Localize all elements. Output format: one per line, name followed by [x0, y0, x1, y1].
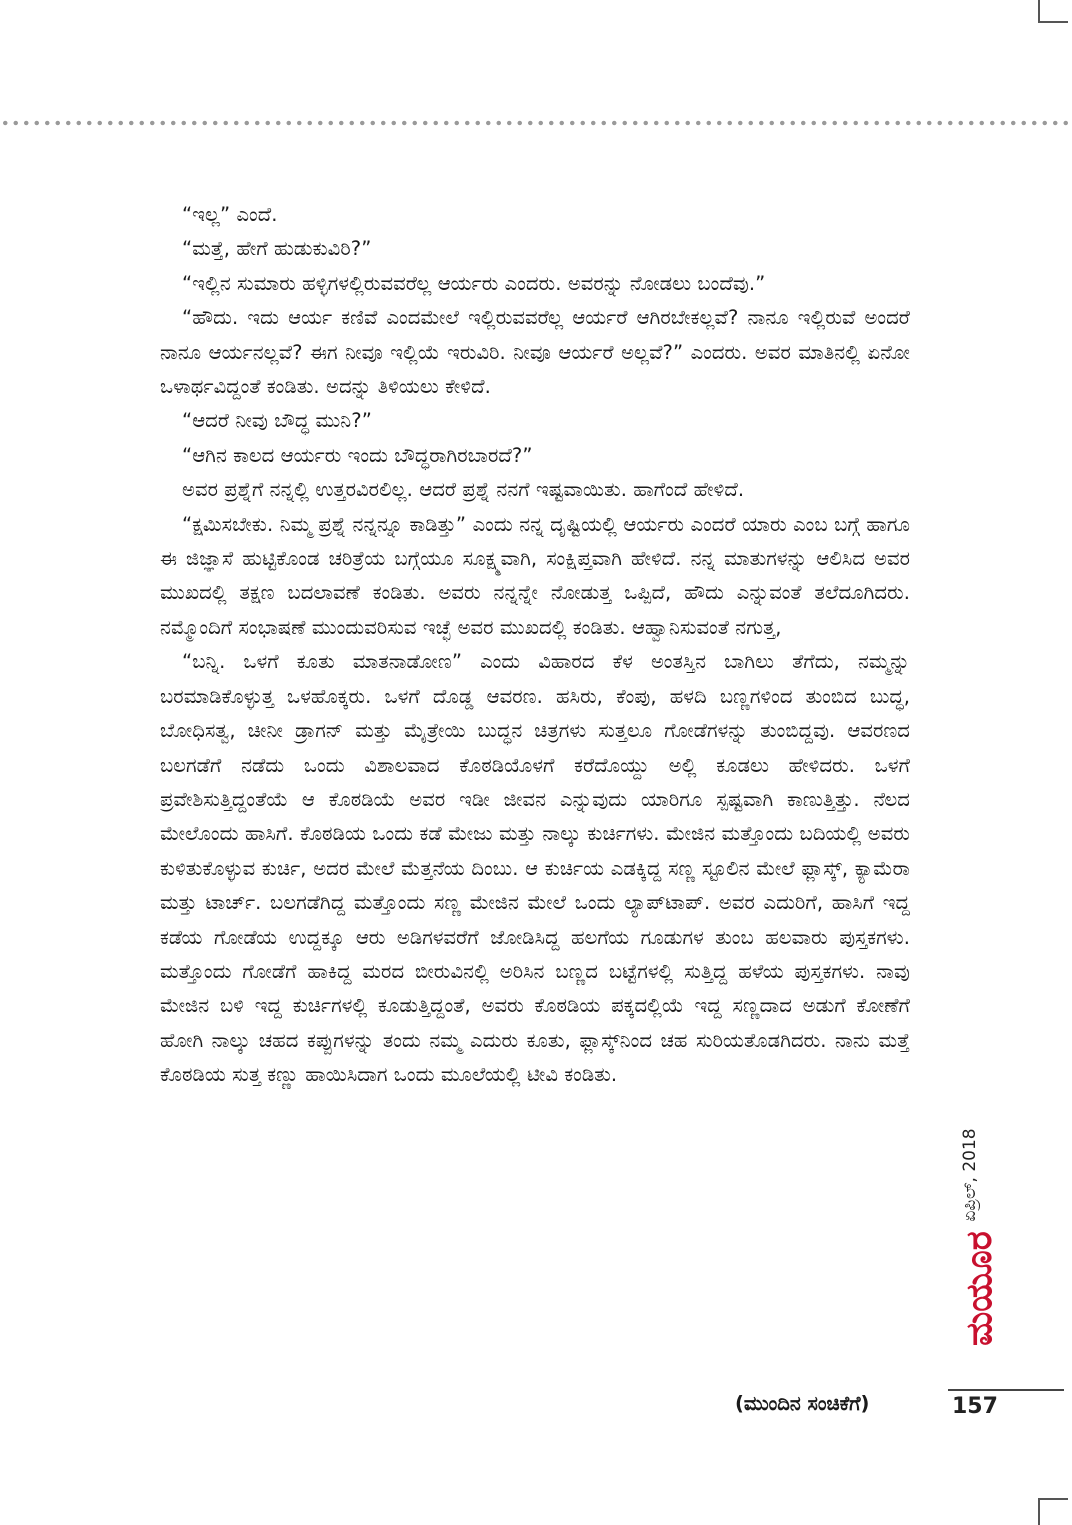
article-paragraph: ಅವರ ಪ್ರಶ್ನೆಗೆ ನನ್ನಲ್ಲಿ ಉತ್ತರವಿರಲಿಲ್ಲ. ಆದರೆ ಪ್ರಶ್ನೆ ನನಗೆ ಇಷ್ಟವಾಯಿತು. ಹಾಗೆಂದೆ ಹೇಳಿದೆ. [182, 478, 745, 502]
article-paragraph: “ಮತ್ತೆ, ಹೇಗೆ ಹುಡುಕುವಿರಿ?” [182, 237, 372, 261]
article-paragraph: “ಇಲ್ಲಿನ ಸುಮಾರು ಹಳ್ಳಿಗಳಲ್ಲಿರುವವರೆಲ್ಲ ಆರ್ಯರು ಎಂದರು. ಅವರನ್ನು ನೋಡಲು ಬಂದೆವು.” [182, 271, 766, 295]
folio-rule [948, 1389, 1064, 1391]
article-paragraph: “ಇಲ್ಲ” ಎಂದೆ. [182, 203, 278, 226]
magazine-name: ಮಯೂರ [959, 1231, 1000, 1346]
page-number: 157 [952, 1394, 998, 1419]
crop-mark-top-right-horizontal [1038, 21, 1068, 23]
crop-mark-top-right-vertical [1038, 0, 1040, 22]
crop-mark-bottom-right-horizontal [1038, 1498, 1068, 1500]
article-paragraph: “ಹೌದು. ಇದು ಆರ್ಯ ಕಣಿವೆ ಎಂದಮೇಲೆ ಇಲ್ಲಿರುವವರೆಲ್ಲ ಆರ್ಯರೆ ಆಗಿರಬೇಕಲ್ಲವೆ? ನಾನೂ ಇಲ್ಲಿರುವೆ ಅಂದರೆ ನಾನೂ ಆರ್ಯನಲ್ಲವೆ? ಈಗ ನೀವೂ ಇಲ್ಲಿಯೆ ಇರುವಿರಿ. ನೀವೂ ಆರ್ಯರೆ ಅಲ್ಲವೆ?” ಎಂದರು. ಅವರ ಮಾತಿನಲ್ಲಿ ಏನೋ ಒಳಾರ್ಥವಿದ್ದಂತೆ ಕಂಡಿತು. ಅದನ್ನು ತಿಳಿಯಲು ಕೇಳಿದೆ. [160, 306, 910, 399]
article-paragraph: “ಕ್ಷಮಿಸಬೇಕು. ನಿಮ್ಮ ಪ್ರಶ್ನೆ ನನ್ನನ್ನೂ ಕಾಡಿತ್ತು” ಎಂದು ನನ್ನ ದೃಷ್ಟಿಯಲ್ಲಿ ಆರ್ಯರು ಎಂದರೆ ಯಾರು ಎಂಬ ಬಗ್ಗೆ ಹಾಗೂ ಈ ಜಿಜ್ಞಾಸೆ ಹುಟ್ಟಿಕೊಂಡ ಚರಿತ್ರೆಯ ಬಗ್ಗೆಯೂ ಸೂಕ್ಷ್ಮವಾಗಿ, ಸಂಕ್ಷಿಪ್ತವಾಗಿ ಹೇಳಿದೆ. ನನ್ನ ಮಾತುಗಳನ್ನು ಆಲಿಸಿದ ಅವರ ಮುಖದಲ್ಲಿ ತಕ್ಷಣ ಬದಲಾವಣೆ ಕಂಡಿತು. ಅವರು ನನ್ನನ್ನೇ ನೋಡುತ್ತ ಒಪ್ಪಿದೆ, ಹೌದು ಎನ್ನುವಂತೆ ತಲೆದೂಗಿದರು. ನಮ್ಮೊಂದಿಗೆ ಸಂಭಾಷಣೆ ಮುಂದುವರಿಸುವ ಇಚ್ಛೆ ಅವರ ಮುಖದಲ್ಲಿ ಕಂಡಿತು. ಆಹ್ವಾನಿಸುವಂತೆ ನಗುತ್ತ, [160, 512, 910, 639]
article-paragraph: “ಆಗಿನ ಕಾಲದ ಆರ್ಯರು ಇಂದು ಬೌದ್ಧರಾಗಿರಬಾರದೆ?” [182, 443, 533, 467]
crop-mark-bottom-right-vertical [1038, 1498, 1040, 1525]
continued-note: (ಮುಂದಿನ ಸಂಚಿಕೆಗೆ) [735, 1392, 870, 1415]
article-paragraph: “ಬನ್ನಿ. ಒಳಗೆ ಕೂತು ಮಾತನಾಡೋಣ” ಎಂದು ವಿಹಾರದ ಕೆಳ ಅಂತಸ್ತಿನ ಬಾಗಿಲು ತೆಗೆದು, ನಮ್ಮನ್ನು ಬರಮಾಡಿಕೊಳ್ಳುತ್ತ ಒಳಹೊಕ್ಕರು. ಒಳಗೆ ದೊಡ್ಡ ಆವರಣ. ಹಸಿರು, ಕೆಂಪು, ಹಳದಿ ಬಣ್ಣಗಳಿಂದ ತುಂಬಿದ ಬುದ್ಧ, ಬೋಧಿಸತ್ವ, ಚೀನೀ ಡ್ರಾಗನ್ ಮತ್ತು ಮೈತ್ರೇಯಿ ಬುದ್ಧನ ಚಿತ್ರಗಳು ಸುತ್ತಲೂ ಗೋಡೆಗಳನ್ನು ತುಂಬಿದ್ದವು. ಆವರಣದ ಬಲಗಡೆಗೆ ನಡೆದು ಒಂದು ವಿಶಾಲವಾದ ಕೊಠಡಿಯೊಳಗೆ ಕರೆದೊಯ್ದು ಅಲ್ಲಿ ಕೂಡಲು ಹೇಳಿದರು. ಒಳಗೆ ಪ್ರವೇಶಿಸುತ್ತಿದ್ದಂತೆಯೆ ಆ ಕೊಠಡಿಯೆ ಅವರ ಇಡೀ ಜೀವನ ಎನ್ನುವುದು ಯಾರಿಗೂ ಸ್ಪಷ್ಟವಾಗಿ ಕಾಣುತ್ತಿತ್ತು. ನೆಲದ ಮೇಲೊಂದು ಹಾಸಿಗೆ. ಕೊಠಡಿಯ ಒಂದು ಕಡೆ ಮೇಜು ಮತ್ತು ನಾಲ್ಕು ಕುರ್ಚಿಗಳು. ಮೇಜಿನ ಮತ್ತೊಂದು ಬದಿಯಲ್ಲಿ ಅವರು ಕುಳಿತುಕೊಳ್ಳುವ ಕುರ್ಚಿ, ಅದರ ಮೇಲೆ ಮೆತ್ತನೆಯ ದಿಂಬು. ಆ ಕುರ್ಚಿಯ ಎಡಕ್ಕಿದ್ದ ಸಣ್ಣ ಸ್ಟೂಲಿನ ಮೇಲೆ ಫ್ಲಾಸ್ಕ್, ಕ್ಯಾಮೆರಾ ಮತ್ತು ಟಾರ್ಚ್. ಬಲಗಡೆಗಿದ್ದ ಮತ್ತೊಂದು ಸಣ್ಣ ಮೇಜಿನ ಮೇಲೆ ಒಂದು ಲ್ಯಾಪ್‌ಟಾಪ್. ಅವರ ಎದುರಿಗೆ, ಹಾಸಿಗೆ ಇದ್ದ ಕಡೆಯ ಗೋಡೆಯ ಉದ್ದಕ್ಕೂ ಆರು ಅಡಿಗಳವರೆಗೆ ಜೋಡಿಸಿದ್ದ ಹಲಗೆಯ ಗೂಡುಗಳ ತುಂಬ ಹಲವಾರು ಪುಸ್ತಕಗಳು. ಮತ್ತೊಂದು ಗೋಡೆಗೆ ಹಾಕಿದ್ದ ಮರದ ಬೀರುವಿನಲ್ಲಿ ಅರಿಸಿನ ಬಣ್ಣದ ಬಟ್ಟೆಗಳಲ್ಲಿ ಸುತ್ತಿದ್ದ ಹಳೆಯ ಪುಸ್ತಕಗಳು. ನಾವು ಮೇಜಿನ ಬಳಿ ಇದ್ದ ಕುರ್ಚಿಗಳಲ್ಲಿ ಕೂಡುತ್ತಿದ್ದಂತೆ, ಅವರು ಕೊಠಡಿಯ ಪಕ್ಕದಲ್ಲಿಯೆ ಇದ್ದ ಸಣ್ಣದಾದ ಅಡುಗೆ ಕೋಣೆಗೆ ಹೋಗಿ ನಾಲ್ಕು ಚಹದ ಕಪ್ಪುಗಳನ್ನು ತಂದು ನಮ್ಮ ಎದುರು ಕೂತು, ಫ್ಲಾಸ್ಕ್‌ನಿಂದ ಚಹ ಸುರಿಯತೊಡಗಿದರು. ನಾನು ಮತ್ತೆ ಕೊಠಡಿಯ ಸುತ್ತ ಕಣ್ಣು ಹಾಯಿಸಿದಾಗ ಒಂದು ಮೂಲೆಯಲ್ಲಿ ಟೀವಿ ಕಂಡಿತು. [160, 650, 910, 1087]
dotted-header-rule [0, 120, 1072, 126]
article-paragraph: “ಆದರೆ ನೀವು ಬೌದ್ಧ ಮುನಿ?” [182, 409, 372, 433]
issue-date: ಏಪ್ರಿಲ್, 2018 [960, 1128, 980, 1222]
article-body [160, 198, 910, 1093]
